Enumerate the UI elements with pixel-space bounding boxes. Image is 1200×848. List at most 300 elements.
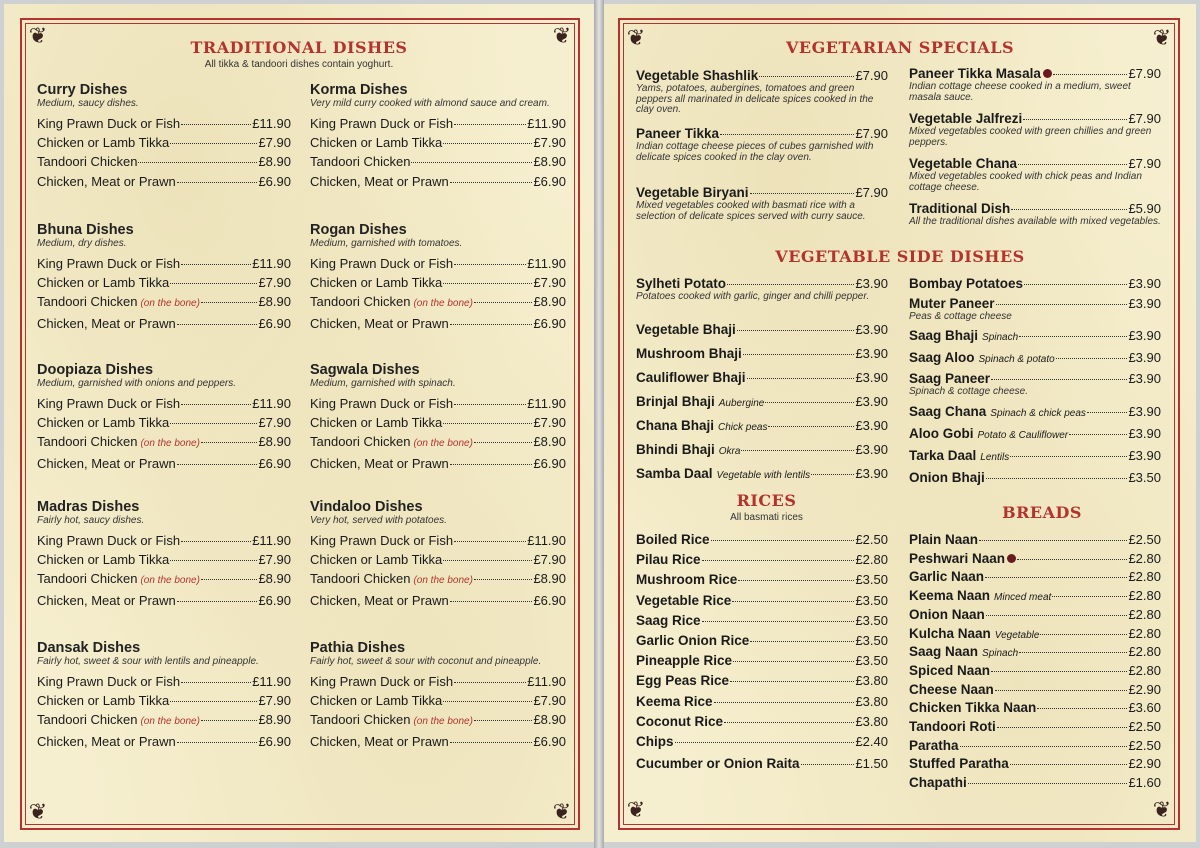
dot-leader (1040, 634, 1127, 635)
dish-name: Chicken, Meat or Prawn (310, 315, 449, 331)
dish-name: Mushroom Rice (636, 572, 738, 588)
menu-row (310, 114, 566, 133)
section-description: Medium, saucy dishes. (37, 98, 139, 109)
dish-name: Vegetable Chana (909, 156, 1018, 171)
dish-price: £8.90 (533, 712, 566, 728)
menu-row (310, 710, 566, 731)
menu-row (636, 673, 888, 689)
dot-leader (702, 560, 855, 561)
menu-item (909, 296, 1161, 323)
dish-price: £7.90 (533, 415, 566, 431)
dot-leader (768, 426, 854, 427)
dish-name: Egg Peas Rice (636, 673, 730, 689)
dish-note: Okra (718, 446, 741, 457)
dot-leader (1017, 559, 1127, 560)
dish-name: Saag Naan (909, 644, 979, 660)
menu-row (636, 276, 888, 292)
dot-leader (727, 284, 854, 285)
dish-qualifier: (on the bone) (140, 298, 200, 310)
dish-price: £3.90 (1128, 448, 1161, 463)
dot-leader (450, 464, 533, 465)
menu-row (310, 394, 566, 413)
menu-row (310, 672, 566, 691)
dish-name: Boiled Rice (636, 532, 710, 547)
section-description: Fairly hot, saucy dishes. (37, 515, 145, 526)
dot-leader (996, 304, 1128, 305)
dish-qualifier: (on the bone) (140, 575, 200, 587)
dot-leader (443, 701, 532, 702)
section-title: Madras Dishes (37, 499, 140, 515)
dish-name: Chicken, Meat or Prawn (310, 733, 449, 749)
dish-price: £6.90 (258, 315, 291, 331)
floral-corner-icon: ❦ (1152, 25, 1172, 50)
dish-price: £3.50 (855, 633, 888, 648)
menu-item (636, 756, 888, 772)
dot-leader (1037, 708, 1127, 709)
dish-name: Kulcha Naan (909, 625, 991, 641)
dish-name: Paratha (909, 737, 959, 753)
dish-name: Chicken or Lamb Tikka (310, 552, 443, 568)
dot-leader (759, 76, 854, 77)
floral-corner-icon: ❦ (552, 23, 572, 48)
menu-row (909, 350, 1161, 368)
menu-row (37, 172, 291, 191)
dot-leader (450, 324, 533, 325)
dish-note: Spinach (982, 332, 1019, 343)
dot-leader (201, 720, 258, 721)
dish-price: £3.90 (855, 322, 888, 337)
menu-row (636, 593, 888, 609)
dish-name: Chicken or Lamb Tikka (310, 693, 443, 709)
menu-item (909, 607, 1161, 623)
chili-marker-icon (1043, 69, 1052, 78)
dish-name: Chicken or Lamb Tikka (37, 552, 170, 568)
dot-leader (201, 302, 258, 303)
dish-note: Lentils (980, 452, 1010, 463)
section-title: Pathia Dishes (310, 640, 406, 656)
dish-name: Tandoori Chicken (310, 154, 411, 170)
section-title: Bhuna Dishes (37, 222, 134, 238)
dish-name: Tandoori Chicken (37, 712, 138, 728)
menu-item (909, 738, 1161, 754)
dish-name: King Prawn Duck or Fish (37, 256, 181, 271)
section-description: Fairly hot, sweet & sour with lentils and pineapple. (37, 656, 259, 667)
menu-row (636, 370, 888, 386)
dish-price: £7.90 (855, 185, 888, 200)
dish-price: £11.90 (527, 116, 566, 131)
menu-item (909, 663, 1161, 679)
menu-row (636, 756, 888, 772)
dish-name: Aloo Gobi (909, 426, 974, 441)
menu-item (909, 532, 1161, 548)
dish-note: Spinach (982, 648, 1019, 660)
menu-item (636, 126, 888, 163)
dish-price: £3.90 (855, 466, 888, 481)
dish-price: £8.90 (258, 294, 291, 310)
menu-row (37, 314, 291, 333)
dish-name: Chicken, Meat or Prawn (310, 173, 449, 189)
menu-row (636, 346, 888, 362)
dish-price: £11.90 (527, 533, 566, 548)
dot-leader (750, 641, 854, 642)
floral-corner-icon: ❦ (28, 23, 48, 48)
dish-price: £7.90 (855, 126, 888, 141)
dish-price: £2.80 (1128, 606, 1161, 622)
dot-leader (985, 577, 1127, 578)
menu-row (636, 394, 888, 412)
dish-price: £3.90 (855, 276, 888, 291)
dish-price: £6.90 (533, 592, 566, 608)
floral-corner-icon: ❦ (552, 799, 572, 824)
dish-price: £3.90 (1128, 328, 1161, 343)
dish-qualifier: (on the bone) (413, 298, 473, 310)
dish-price: £5.90 (1128, 201, 1161, 216)
dish-price: £7.90 (533, 552, 566, 568)
dot-leader (720, 134, 854, 135)
floral-corner-icon: ❦ (1152, 797, 1172, 822)
dish-price: £3.80 (855, 673, 888, 689)
dish-price: £7.90 (258, 693, 291, 709)
dish-price: £11.90 (252, 533, 291, 548)
dish-name: Tarka Daal (909, 448, 977, 463)
menu-row (310, 314, 566, 333)
dot-leader (1087, 412, 1128, 413)
chili-marker-icon (1007, 554, 1016, 563)
dish-name: Chicken or Lamb Tikka (37, 415, 170, 431)
dish-name: Tandoori Chicken (310, 294, 411, 310)
menu-row (310, 732, 566, 751)
dish-name: King Prawn Duck or Fish (310, 533, 454, 548)
dish-price: £6.90 (258, 455, 291, 471)
menu-row (909, 111, 1161, 127)
menu-row (636, 613, 888, 629)
dish-name: Chicken, Meat or Prawn (37, 592, 176, 608)
dish-name: King Prawn Duck or Fish (37, 674, 181, 689)
dot-leader (1019, 652, 1127, 653)
menu-row (37, 254, 291, 273)
dot-leader (991, 671, 1127, 672)
menu-item (909, 448, 1161, 466)
menu-row (310, 152, 566, 171)
dish-name: Vegetable Rice (636, 592, 732, 608)
menu-item (636, 68, 888, 116)
section-description: Medium, dry dishes. (37, 238, 127, 249)
dish-name: Saag Rice (636, 612, 701, 628)
dish-name: Tandoori Chicken (310, 712, 411, 728)
dish-price: £6.90 (258, 733, 291, 749)
dot-leader (443, 283, 532, 284)
menu-row (909, 775, 1161, 791)
menu-row (909, 328, 1161, 346)
section-title: Rogan Dishes (310, 222, 407, 238)
dot-leader (443, 560, 532, 561)
menu-item (636, 552, 888, 568)
dish-price: £3.90 (1128, 404, 1161, 419)
dish-price: £11.90 (252, 674, 291, 689)
menu-row (37, 413, 291, 432)
dish-name: King Prawn Duck or Fish (37, 396, 181, 411)
rices-heading: RICES (736, 491, 797, 510)
dot-leader (138, 162, 257, 163)
dish-note: Vegetable with lentils (716, 470, 811, 481)
dish-name: Keema Rice (636, 693, 713, 709)
menu-row (909, 448, 1161, 466)
menu-row (37, 454, 291, 473)
dish-section (37, 362, 291, 473)
dish-description: Mixed vegetables cooked with green chillies and green peppers. (909, 126, 1152, 148)
dot-leader (743, 354, 855, 355)
left-page (4, 4, 594, 842)
menu-row (37, 710, 291, 731)
menu-row (310, 413, 566, 432)
dot-leader (474, 720, 533, 721)
dot-leader (995, 690, 1128, 691)
dish-qualifier: (on the bone) (413, 438, 473, 450)
menu-item (909, 426, 1161, 444)
dish-description: Indian cottage cheese cooked in a medium, sweet masala sauce. (909, 81, 1131, 103)
dot-leader (986, 615, 1128, 616)
dish-name: Sylheti Potato (636, 276, 727, 291)
menu-row (636, 532, 888, 548)
dish-name: Samba Daal (636, 466, 713, 481)
dish-name: Brinjal Bhaji (636, 394, 715, 409)
dot-leader (675, 742, 855, 743)
dot-leader (201, 579, 258, 580)
dot-leader (454, 682, 526, 683)
dot-leader (1011, 209, 1127, 210)
dot-leader (181, 264, 251, 265)
section-title: Curry Dishes (37, 82, 128, 98)
dot-leader (177, 324, 258, 325)
dish-price: £7.90 (1128, 156, 1161, 171)
menu-row (909, 719, 1161, 735)
menu-row (909, 404, 1161, 422)
dish-price: £1.60 (1128, 775, 1161, 791)
dish-section (310, 362, 566, 473)
dish-name: Chicken Tikka Naan (909, 700, 1037, 716)
traditional-dishes-heading: TRADITIONAL DISHES (190, 38, 408, 57)
dish-name: Stuffed Paratha (909, 756, 1009, 772)
section-title: Sagwala Dishes (310, 362, 420, 378)
menu-item (909, 371, 1161, 398)
menu-row (310, 550, 566, 569)
dot-leader (454, 124, 526, 125)
menu-item (909, 328, 1161, 346)
dish-qualifier: (on the bone) (413, 716, 473, 728)
menu-item (909, 682, 1161, 698)
menu-item (909, 551, 1161, 567)
dish-description: Mixed vegetables cooked with chick peas and Indian cottage cheese. (909, 171, 1142, 193)
dish-price: £3.90 (855, 346, 888, 361)
dot-leader (1024, 284, 1127, 285)
dish-name: Cauliflower Bhaji (636, 370, 746, 385)
dish-price: £8.90 (533, 154, 566, 170)
right-page (604, 4, 1196, 842)
menu-row (636, 126, 888, 142)
menu-item (636, 418, 888, 436)
dot-leader (170, 283, 257, 284)
dot-leader (991, 379, 1127, 380)
dish-price: £11.90 (527, 396, 566, 411)
dish-name: Saag Chana (909, 404, 987, 419)
dish-note: Vegetable (994, 629, 1040, 641)
dish-name: Vegetable Shashlik (636, 68, 759, 83)
dot-leader (732, 601, 854, 602)
dish-note: Aubergine (718, 398, 765, 409)
menu-row (909, 607, 1161, 623)
dot-leader (801, 764, 855, 765)
menu-row (310, 254, 566, 273)
dish-name: Chicken or Lamb Tikka (37, 135, 170, 151)
dish-name: Saag Bhaji (909, 328, 979, 343)
dot-leader (737, 330, 855, 331)
dot-leader (986, 478, 1128, 479)
menu-row (909, 569, 1161, 585)
dot-leader (1053, 74, 1128, 75)
dish-name: Vegetable Biryani (636, 185, 749, 200)
menu-row (909, 201, 1161, 217)
dish-section (310, 499, 566, 610)
dish-price: £8.90 (258, 712, 291, 728)
dish-section (310, 640, 566, 751)
dish-price: £7.90 (258, 135, 291, 151)
menu-row (909, 551, 1161, 567)
menu-row (909, 756, 1161, 772)
menu-item (636, 394, 888, 412)
dish-price: £2.80 (855, 552, 888, 568)
dot-leader (1018, 164, 1127, 165)
dot-leader (170, 560, 257, 561)
dot-leader (738, 580, 854, 581)
dish-price: £3.80 (855, 693, 888, 709)
menu-row (636, 714, 888, 730)
dot-leader (1052, 596, 1127, 597)
dish-name: Vegetable Bhaji (636, 322, 736, 337)
dish-name: Tandoori Chicken (37, 571, 138, 587)
menu-item (636, 185, 888, 222)
dot-leader (724, 722, 854, 723)
rices-note: All basmati rices (730, 512, 803, 523)
dot-leader (811, 474, 854, 475)
dot-leader (450, 601, 533, 602)
menu-item (909, 588, 1161, 606)
menu-row (909, 532, 1161, 548)
menu-row (37, 691, 291, 710)
dish-name: Spiced Naan (909, 662, 991, 678)
dish-name: Tandoori Chicken (37, 294, 138, 310)
floral-corner-icon: ❦ (28, 799, 48, 824)
dish-name: Chicken, Meat or Prawn (37, 173, 176, 189)
menu-row (636, 653, 888, 669)
dot-leader (733, 661, 854, 662)
menu-item (636, 370, 888, 386)
dish-name: Chana Bhaji (636, 418, 715, 433)
menu-item (909, 111, 1161, 148)
menu-item (909, 276, 1161, 292)
dish-price: £11.90 (252, 116, 291, 131)
dish-price: £6.90 (533, 733, 566, 749)
dish-name: Peshwari Naan (909, 550, 1006, 566)
menu-row (310, 292, 566, 313)
menu-item (909, 756, 1161, 772)
dish-name: Chicken or Lamb Tikka (37, 693, 170, 709)
dish-description: Potatoes cooked with garlic, ginger and chilli pepper. (636, 291, 870, 302)
menu-row (909, 626, 1161, 644)
menu-item (636, 673, 888, 689)
dish-section (37, 222, 291, 333)
menu-row (909, 700, 1161, 716)
dish-price: £2.40 (855, 734, 888, 749)
dot-leader (741, 450, 854, 451)
dish-name: Chips (636, 734, 674, 749)
dish-description: Yams, potatoes, aubergines, tomatoes and green peppers all marinated in delicate spices cooked in the clay oven. (636, 83, 874, 115)
menu-row (636, 322, 888, 338)
dish-price: £7.90 (258, 552, 291, 568)
dish-name: Onion Bhaji (909, 470, 985, 485)
dish-name: Pilau Rice (636, 552, 701, 568)
dot-leader (411, 162, 532, 163)
dish-price: £6.90 (533, 315, 566, 331)
dish-price: £3.90 (855, 418, 888, 433)
menu-item (636, 653, 888, 669)
dish-price: £11.90 (527, 674, 566, 689)
dish-name: Garlic Onion Rice (636, 633, 750, 648)
dish-price: £3.90 (1128, 371, 1161, 386)
dish-section (310, 222, 566, 333)
menu-row (37, 394, 291, 413)
dish-name: Chicken or Lamb Tikka (310, 275, 443, 291)
menu-item (909, 350, 1161, 368)
dish-description: Spinach & cottage cheese. (909, 386, 1028, 397)
vegetarian-specials-heading: VEGETARIAN SPECIALS (785, 38, 1015, 57)
breads-heading: BREADS (1002, 503, 1082, 522)
dish-price: £1.50 (855, 756, 888, 772)
menu-row (37, 591, 291, 610)
section-description: Fairly hot, sweet & sour with coconut and pineapple. (310, 656, 542, 667)
menu-item (636, 633, 888, 649)
dish-price: £8.90 (258, 154, 291, 170)
menu-row (37, 569, 291, 590)
dish-price: £3.80 (855, 713, 888, 729)
dot-leader (960, 746, 1128, 747)
menu-item (909, 644, 1161, 662)
dish-name: Bhindi Bhaji (636, 442, 715, 457)
menu-item (636, 532, 888, 548)
dish-price: £8.90 (258, 571, 291, 587)
dish-price: £3.90 (1128, 426, 1161, 441)
dot-leader (1019, 336, 1127, 337)
dot-leader (997, 727, 1128, 728)
vegetable-side-dishes-heading: VEGETABLE SIDE DISHES (775, 247, 1025, 266)
dish-note: Minced meat (994, 592, 1052, 604)
menu-row (37, 114, 291, 133)
menu-item (636, 593, 888, 609)
floral-corner-icon: ❦ (626, 25, 646, 50)
menu-item (636, 466, 888, 484)
menu-row (310, 591, 566, 610)
menu-row (310, 432, 566, 453)
dot-leader (177, 182, 258, 183)
menu-row (636, 68, 888, 84)
section-description: Very mild curry cooked with almond sauce and cream. (310, 98, 550, 109)
dish-price: £8.90 (258, 434, 291, 450)
section-title: Korma Dishes (310, 82, 408, 98)
dish-qualifier: (on the bone) (140, 438, 200, 450)
dot-leader (170, 423, 257, 424)
dish-qualifier: (on the bone) (140, 716, 200, 728)
menu-item (636, 442, 888, 460)
menu-item (636, 734, 888, 750)
